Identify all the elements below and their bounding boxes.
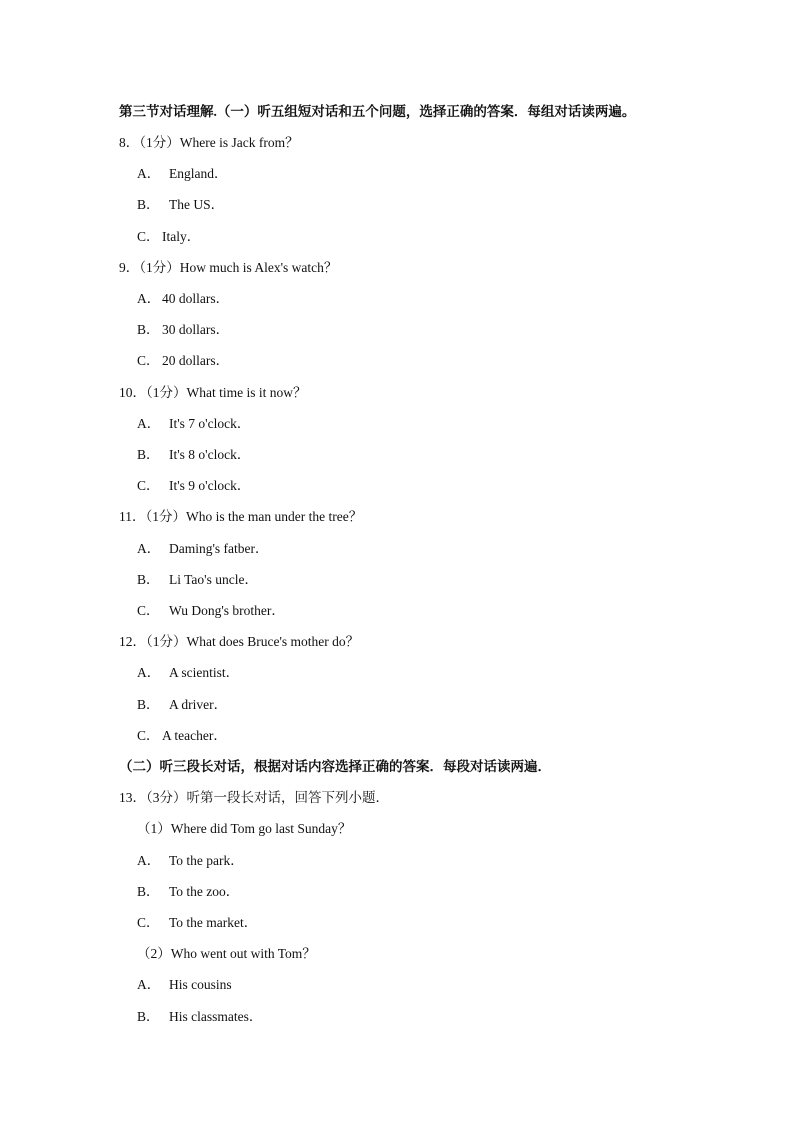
option-letter: A． [137,853,161,868]
option-text: A scientist． [169,665,240,680]
q9-option-a [137,291,229,307]
option-letter: C． [137,728,160,743]
q12-option-a [137,665,239,681]
question-9: 9．（1分）How much is Alex's watch？ [119,260,338,275]
q13-1-option-b [137,884,239,900]
option-letter: C． [137,603,160,618]
option-letter: B． [137,322,160,337]
q12-option-c [137,728,227,744]
q10-option-b [137,447,250,463]
option-text: His classmates． [169,1009,263,1024]
q13-1-option-c [137,915,257,931]
question-11: 11．（1分）Who is the man under the tree？ [119,509,363,524]
question-10: 10．（1分）What time is it now？ [119,385,307,400]
q12-option-b [137,697,227,713]
q8-option-a [137,166,228,182]
option-text: A driver． [169,697,228,712]
option-text: A teacher． [162,728,227,743]
option-text: To the market． [169,915,258,930]
option-letter: A． [137,416,161,431]
option-text: To the zoo． [169,884,240,899]
option-letter: C． [137,915,160,930]
question-12: 12．（1分）What does Bruce's mother do？ [119,634,360,649]
option-text: England． [169,166,228,181]
option-text: Italy． [162,229,201,244]
option-text: It's 7 o'clock． [169,416,251,431]
option-text: Daming's fatber． [169,541,269,556]
option-text: It's 9 o'clock． [169,478,251,493]
q8-option-c [137,229,200,245]
option-text: 40 dollars． [162,291,230,306]
q10-option-a [137,416,250,432]
option-letter: A． [137,166,161,181]
section3b-heading: （二）听三段长对话，根据对话内容选择正确的答案．每段对话读两遍． [119,759,551,774]
option-letter: B． [137,447,160,462]
option-letter: B． [137,884,160,899]
question-13: 13．（3分）听第一段长对话，回答下列小题． [119,790,389,805]
q10-option-c [137,478,250,494]
q9-option-c [137,353,229,369]
q13-sub-question-1: （1）Where did Tom go last Sunday？ [137,821,352,836]
q13-2-option-a [137,977,232,993]
option-letter: A． [137,665,161,680]
q11-option-a [137,541,269,557]
option-text: Wu Dong's brother． [169,603,285,618]
q8-option-b [137,197,224,213]
q13-1-option-a [137,853,244,869]
option-text: 20 dollars． [162,353,230,368]
question-8: 8．（1分）Where is Jack from？ [119,135,299,150]
option-text: His cousins [169,977,232,992]
option-letter: B． [137,197,160,212]
option-text: 30 dollars． [162,322,230,337]
q9-option-b [137,322,229,338]
option-letter: A． [137,541,161,556]
q11-option-b [137,572,258,588]
option-letter: B． [137,572,160,587]
option-letter: A． [137,291,161,306]
option-letter: A． [137,977,161,992]
option-letter: C． [137,478,160,493]
option-text: To the park． [169,853,244,868]
option-letter: B． [137,1009,160,1024]
option-text: The US． [169,197,225,212]
option-letter: C． [137,229,160,244]
q13-2-option-b [137,1009,262,1025]
option-letter: B． [137,697,160,712]
option-letter: C． [137,353,160,368]
section3-heading: 第三节对话理解.（一）听五组短对话和五个问题，选择正确的答案．每组对话读两遍。 [119,104,636,119]
q13-sub-question-2: （2）Who went out with Tom？ [137,946,316,961]
option-text: It's 8 o'clock． [169,447,251,462]
q11-option-c [137,603,285,619]
option-text: Li Tao's uncle． [169,572,258,587]
